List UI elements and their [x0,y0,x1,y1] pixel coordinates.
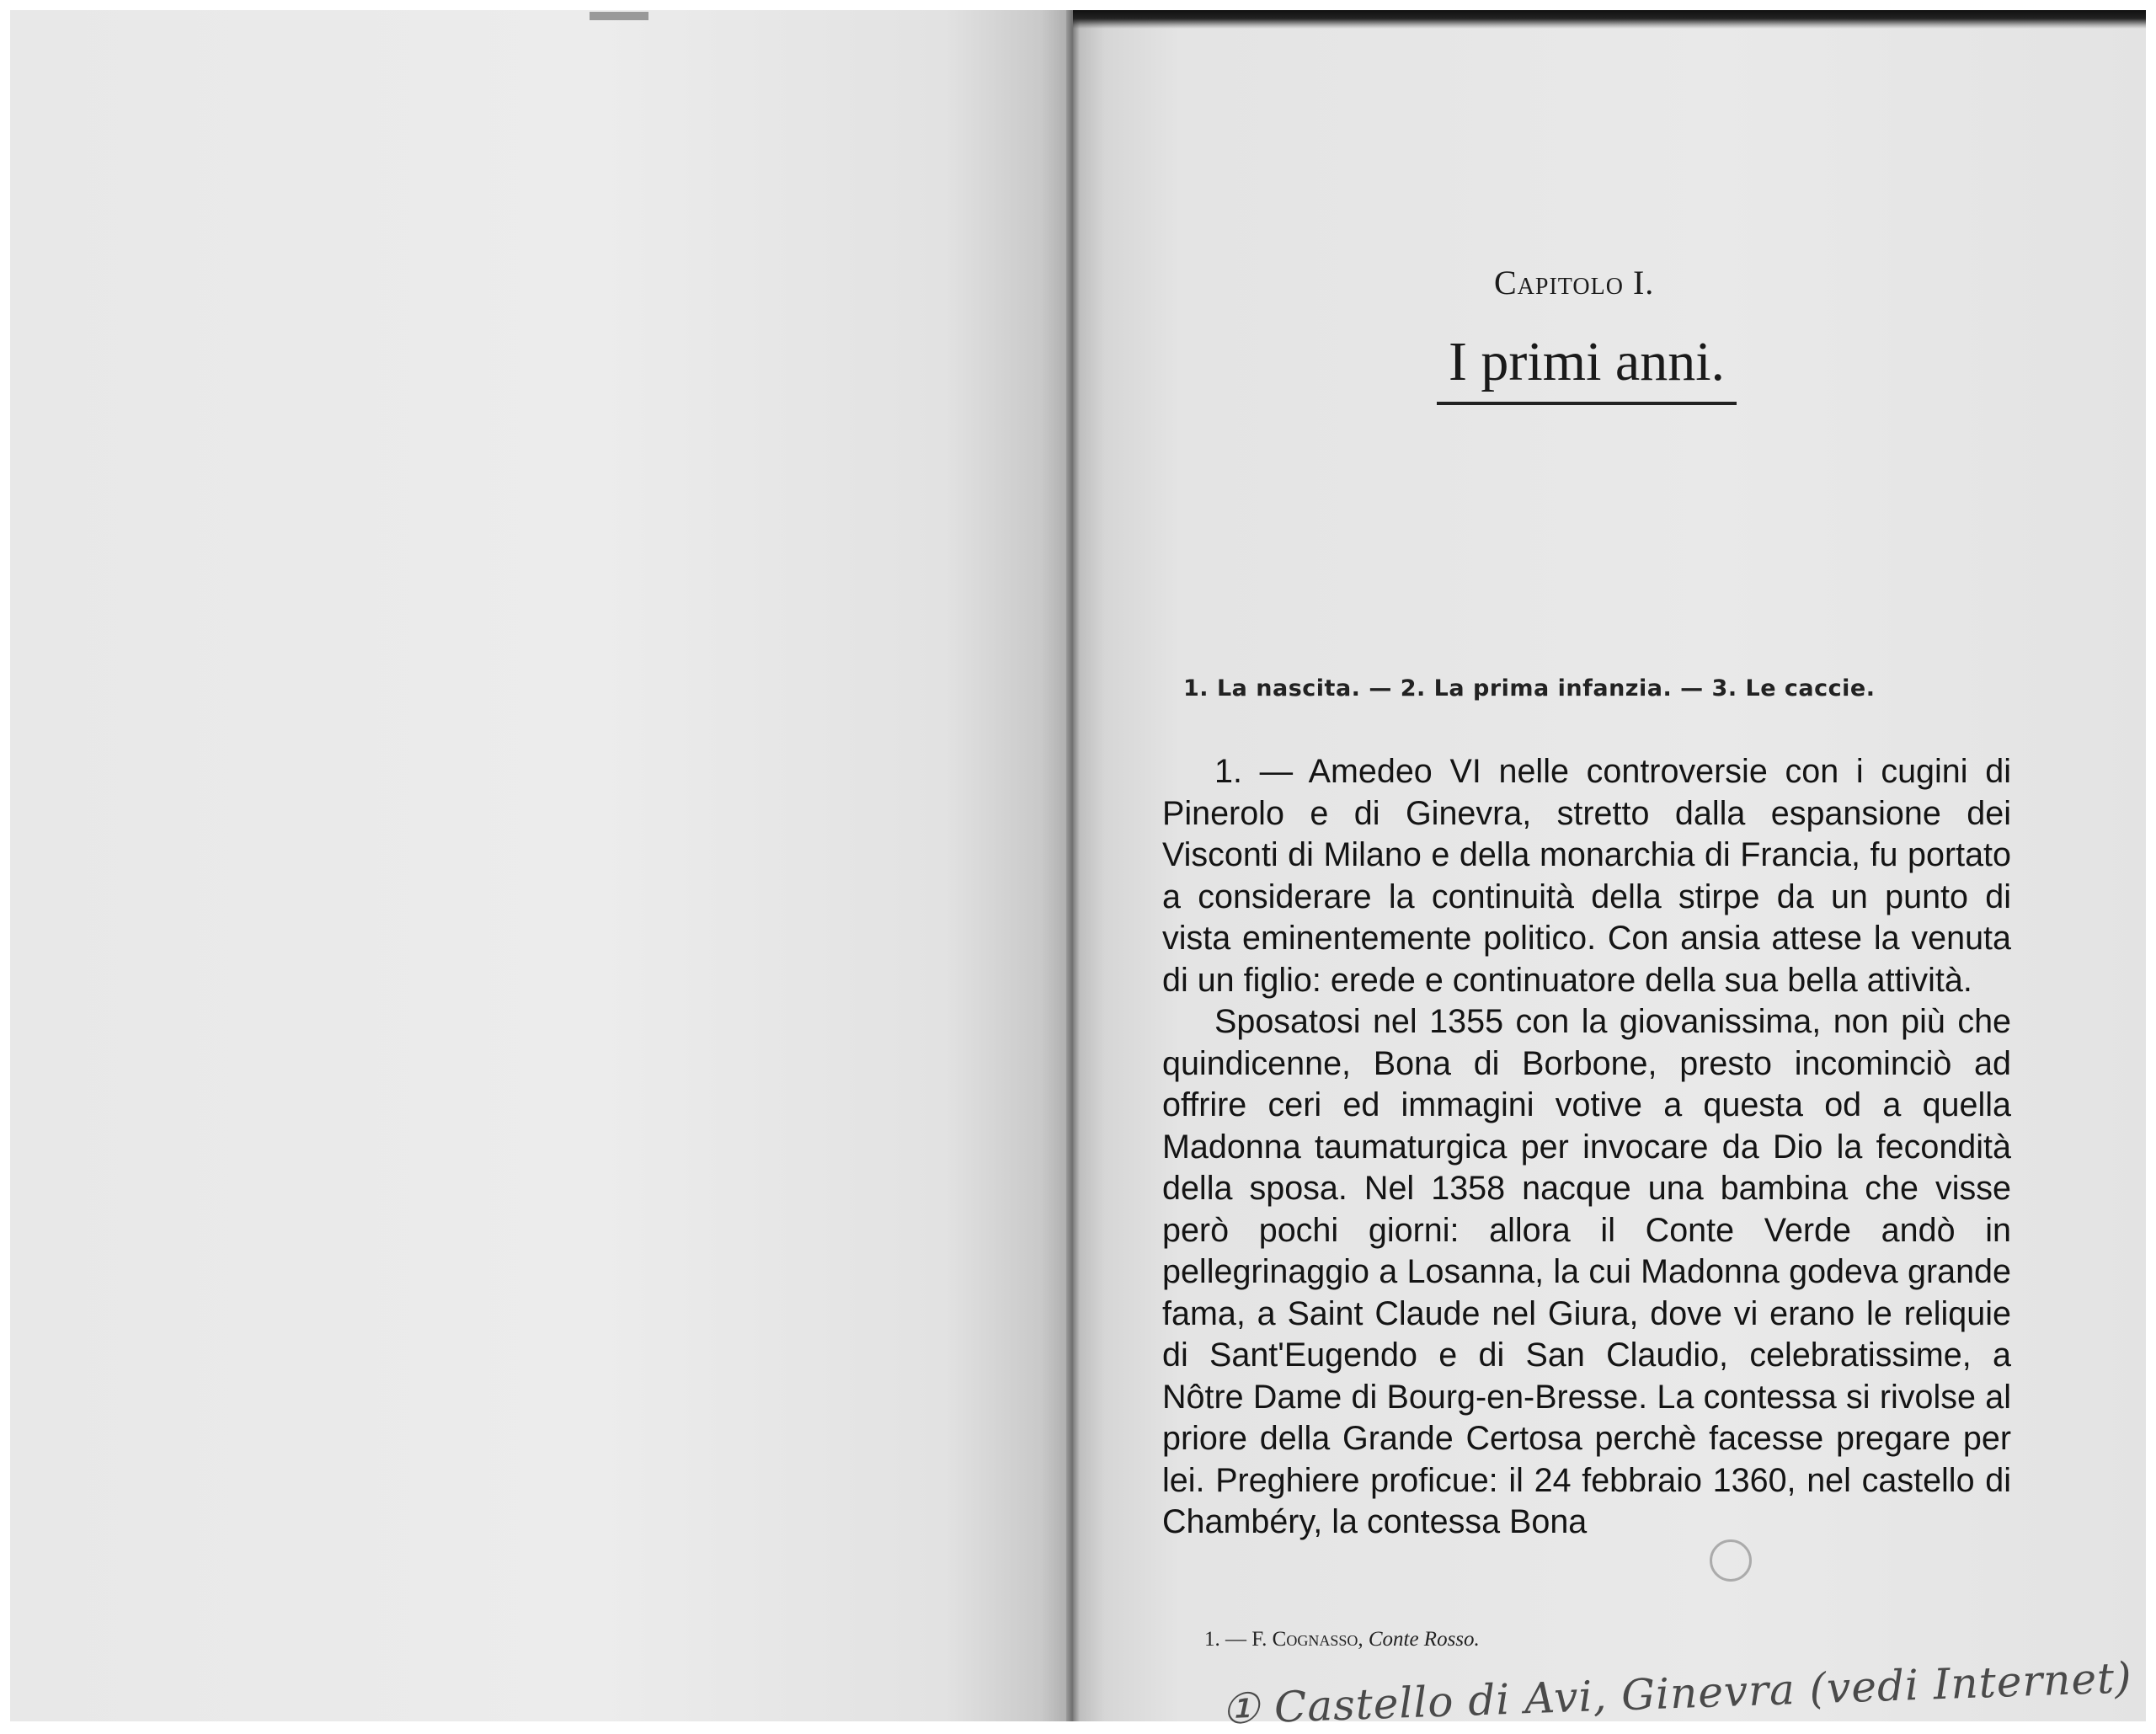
left-page-blank [10,10,1073,1721]
book-gutter [1066,10,1080,1721]
chapter-summary: 1. La nascita. — 2. La prima infanzia. — 3. Le caccie. [1183,675,1876,702]
footnote-work: Conte Rosso. [1368,1628,1480,1651]
circled-note-mark [1710,1539,1752,1582]
chapter-label: Capitolo I. [1494,264,1655,301]
footnote-author: F. Cognasso, [1251,1628,1364,1651]
page-top-shadow [1073,10,2146,29]
paragraph-2: Sposatosi nel 1355 con la giovanissima, non più che quindicenne, Bona di Borbone, presto incominciò ad offrire ceri ed immagini votive a questa od a quella Madonna taumaturgica per invocare da Dio la fecondità della sposa. Nel 1358 nacque una bambina che visse però pochi giorni: allora il Conte Verde andò in pellegrinaggio a Losanna, la cui Madonna godeva grande fama, a Saint Claude nel Giura, dove vi erano le reliquie di Sant'Eugendo e di San Claudio, celebratissime, a Nôtre Dame di Bourg-en-Bresse. La contessa si rivolse al priore della Grande Certosa perchè facesse pregare per lei. Preghiere proficue: il 24 febbraio 1360, nel castello di Chambéry, la contessa Bona [1162,1003,2011,1540]
body-text [1162,751,2011,1544]
footnote [1204,1628,1480,1651]
paragraph-1: 1. — Amedeo VI nelle controversie con i cugini di Pinerolo e di Ginevra, stretto dalla espansione dei Visconti di Milano e della monarchia di Francia, fu portato a considerare la continuità della stirpe da un punto di vista eminentemente politico. Con ansia attese la venuta di un figlio: erede e continuatore della sua bella attività. [1162,753,2011,999]
handwritten-note: ① Castello di Avi, Ginevra (vedi Internet) [1220,1653,2133,1734]
title-underline [1437,402,1737,405]
ink-stamp-mark [590,12,648,20]
chapter-title: I primi anni. [1448,331,1726,392]
footnote-number: 1. — [1204,1628,1246,1651]
